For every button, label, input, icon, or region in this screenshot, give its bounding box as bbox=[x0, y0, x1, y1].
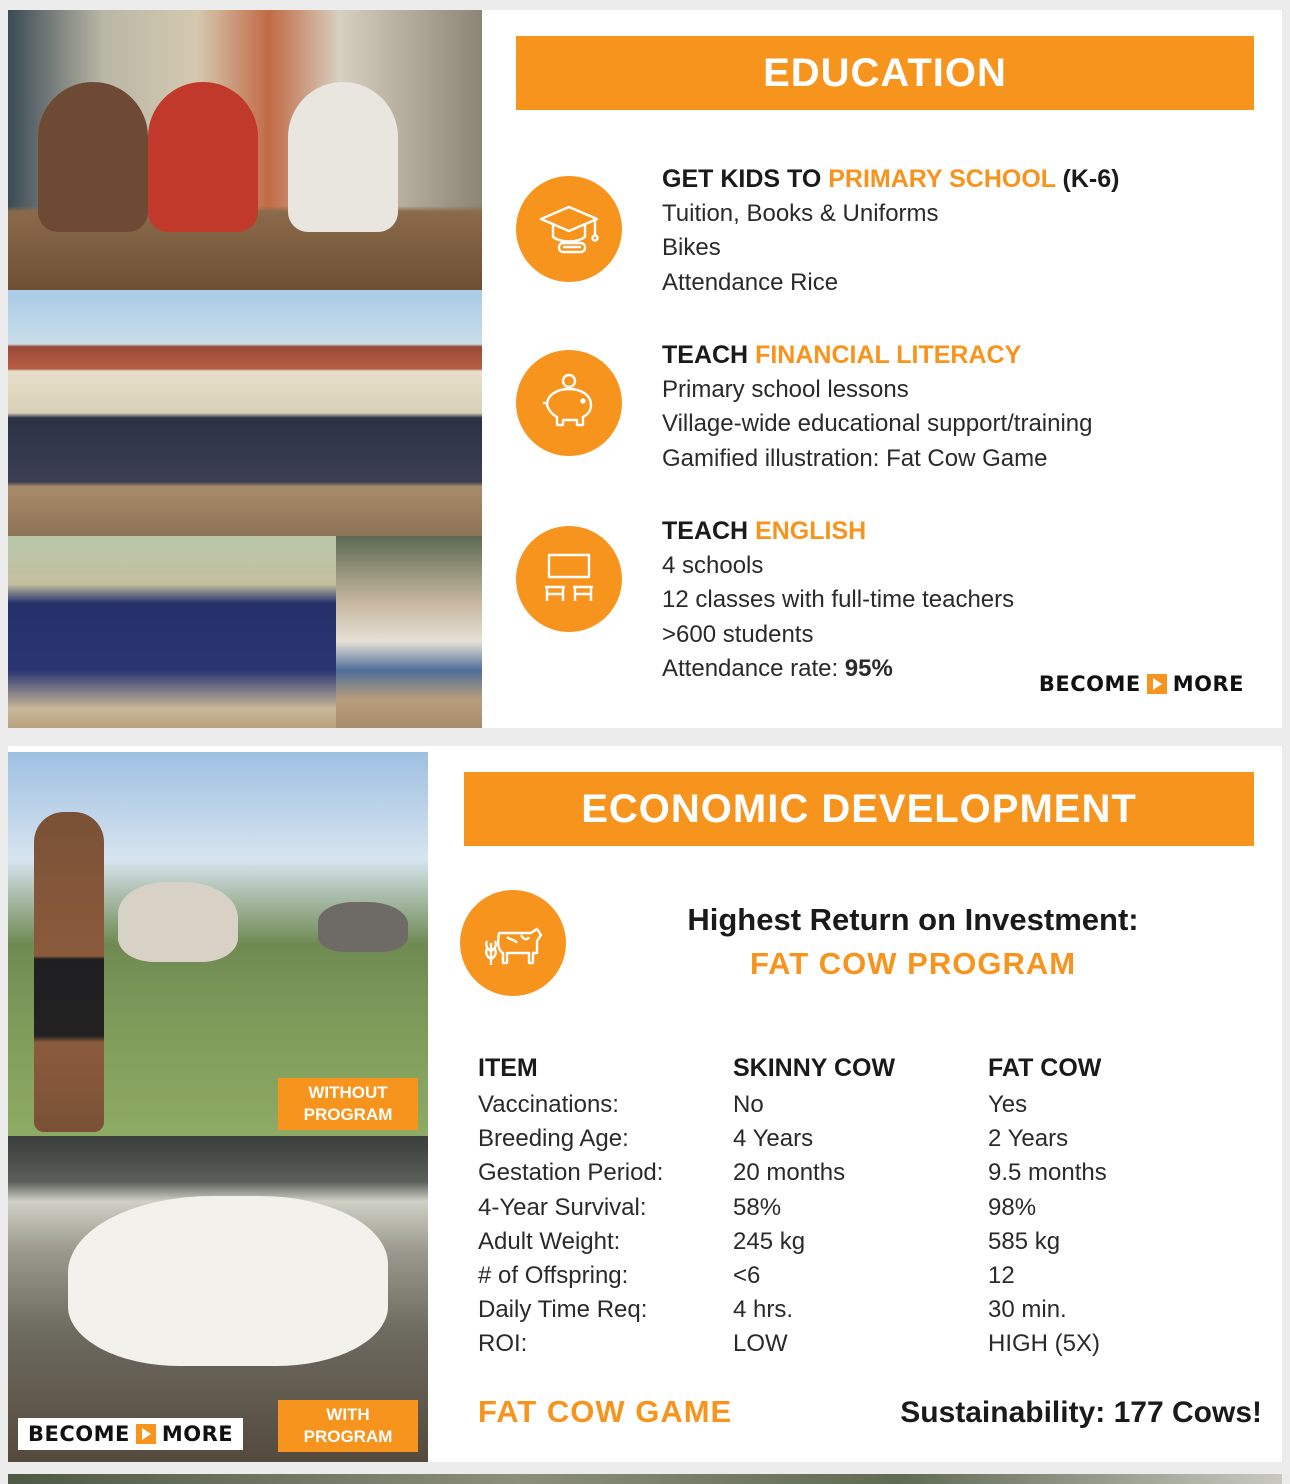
photo-figure bbox=[288, 82, 398, 232]
photo-figure bbox=[34, 812, 104, 1132]
next-slide-edge bbox=[8, 1474, 1282, 1484]
table-cell: # of Offspring: bbox=[478, 1262, 629, 1290]
list-item: 4 schools bbox=[662, 551, 764, 579]
with-program-tag: WITH PROGRAM bbox=[278, 1400, 418, 1452]
attendance-rate: Attendance rate: 95% bbox=[662, 655, 893, 682]
photo-figure bbox=[148, 82, 258, 232]
primary-school-block bbox=[662, 162, 1119, 300]
table-cell: Yes bbox=[988, 1091, 1028, 1119]
table-cell: 20 months bbox=[733, 1159, 846, 1187]
table-cell: 585 kg bbox=[988, 1227, 1061, 1255]
table-cell: Gestation Period: bbox=[478, 1159, 664, 1187]
table-cell: ROI: bbox=[478, 1330, 528, 1358]
table-header-row bbox=[474, 1048, 1244, 1088]
photo-figure bbox=[318, 902, 408, 952]
roi-subtitle: FAT COW PROGRAM bbox=[749, 946, 1077, 981]
table-cell: 12 bbox=[988, 1262, 1015, 1290]
list-item: 12 classes with full-time teachers bbox=[662, 586, 1015, 613]
photo-figure bbox=[118, 882, 238, 962]
financial-literacy-heading: TEACH FINANCIAL LITERACY bbox=[662, 341, 1022, 369]
table-row bbox=[474, 1191, 1244, 1225]
become-more-logo: BECOME MORE bbox=[1038, 672, 1244, 696]
table-row bbox=[474, 1122, 1244, 1156]
list-item: Primary school lessons bbox=[662, 375, 909, 403]
table-cell: 30 min. bbox=[988, 1296, 1067, 1324]
table-row bbox=[474, 1259, 1244, 1293]
become-more-logo: BECOME MORE bbox=[18, 1418, 243, 1450]
piggy-bank-icon bbox=[516, 350, 622, 456]
list-item: Tuition, Books & Uniforms bbox=[662, 199, 939, 227]
english-heading: TEACH ENGLISH bbox=[662, 517, 867, 545]
table-cell: Vaccinations: bbox=[478, 1091, 619, 1119]
classroom-photo bbox=[8, 10, 482, 290]
arrow-icon bbox=[1147, 674, 1167, 694]
photo-figure bbox=[68, 1196, 388, 1366]
table-cell: Daily Time Req: bbox=[478, 1296, 648, 1324]
english-block bbox=[662, 514, 1014, 687]
table-cell: <6 bbox=[733, 1262, 761, 1290]
roi-title: Highest Return on Investment: bbox=[687, 902, 1139, 937]
arrow-icon bbox=[136, 1424, 156, 1444]
economic-banner: ECONOMIC DEVELOPMENT bbox=[464, 772, 1254, 846]
students-group-photo bbox=[8, 536, 336, 728]
column-header: FAT COW bbox=[988, 1053, 1102, 1082]
sustainability-label: Sustainability: 177 Cows! bbox=[900, 1396, 1262, 1429]
graduation-cap-icon bbox=[516, 176, 622, 282]
education-banner: EDUCATION bbox=[516, 36, 1254, 110]
cow-comparison-table bbox=[474, 1048, 1244, 1362]
education-slide bbox=[8, 10, 1282, 728]
economic-slide bbox=[8, 746, 1282, 1462]
classroom-icon bbox=[516, 526, 622, 632]
without-program-tag: WITHOUT PROGRAM bbox=[278, 1078, 418, 1130]
table-row bbox=[474, 1293, 1244, 1327]
table-cell: No bbox=[733, 1091, 764, 1119]
column-header: ITEM bbox=[478, 1053, 538, 1082]
fat-cow-game-label: FAT COW GAME bbox=[478, 1394, 733, 1429]
list-item: Gamified illustration: Fat Cow Game bbox=[662, 444, 1048, 472]
table-cell: 4 hrs. bbox=[733, 1296, 794, 1324]
list-item: Village-wide educational support/training bbox=[662, 410, 1093, 437]
photo-figure bbox=[38, 82, 148, 232]
students-walking-photo bbox=[336, 536, 482, 728]
table-row bbox=[474, 1156, 1244, 1190]
table-row bbox=[474, 1088, 1244, 1122]
financial-literacy-block bbox=[662, 338, 1093, 476]
table-cell: 4 Years bbox=[733, 1125, 814, 1153]
table-cell: 58% bbox=[733, 1193, 782, 1221]
table-cell: 4-Year Survival: bbox=[478, 1193, 647, 1221]
table-cell: LOW bbox=[733, 1330, 788, 1358]
school-group-photo bbox=[8, 290, 482, 536]
column-header: SKINNY COW bbox=[733, 1053, 896, 1082]
table-cell: HIGH (5X) bbox=[988, 1330, 1101, 1358]
table-cell: 98% bbox=[988, 1193, 1037, 1221]
list-item: Attendance Rice bbox=[662, 268, 839, 296]
table-row bbox=[474, 1327, 1244, 1361]
cow-icon bbox=[460, 890, 566, 996]
list-item: Bikes bbox=[662, 234, 721, 261]
primary-school-heading: GET KIDS TO PRIMARY SCHOOL (K-6) bbox=[662, 165, 1120, 193]
table-cell: Breeding Age: bbox=[478, 1125, 629, 1153]
table-row bbox=[474, 1225, 1244, 1259]
list-item: >600 students bbox=[662, 620, 814, 648]
table-cell: 2 Years bbox=[988, 1125, 1069, 1153]
table-cell: 9.5 months bbox=[988, 1159, 1107, 1187]
table-cell: Adult Weight: bbox=[478, 1227, 621, 1255]
table-cell: 245 kg bbox=[733, 1227, 806, 1255]
